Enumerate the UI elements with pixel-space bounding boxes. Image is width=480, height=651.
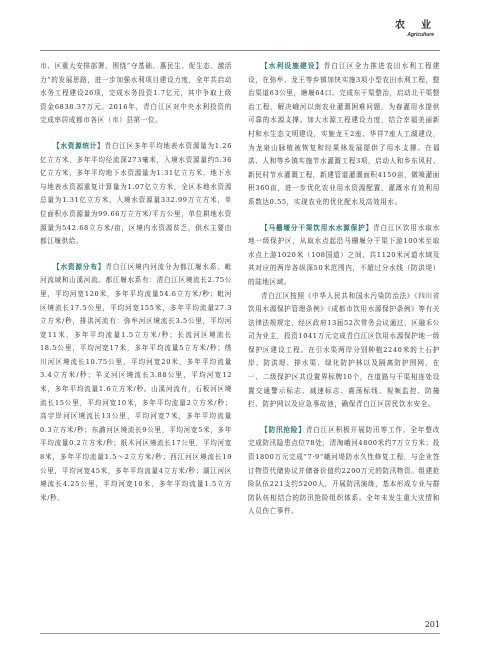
section-water-facilities [248, 60, 440, 210]
section-body: 青白江区饮用水取水地一级保护区，从取水点起沿马栅堰分干渠下游100米至取水点上游1020米（108国道）之间，共1120米河道水域及其对应的两岸各纵深50米范围内，不超过分水线（防洪堤）的陆地区域。 [248, 223, 440, 286]
paragraph-protection-project: 青白江区按照《中华人民共和国水污染防治法》《四川省饮用水源保护管理条例》《成都市饮用水源保护条例》等有关法律法规规定，经区政府13届52次常务会议通过，区融禾公司为业主，投资1041万元完成青白江区饮用水源保护地一级保护区建设工程。在引水渠两岸分别种植2240米的土石护岸、防洪堤、排水渠、绿化防护林以及隔离防护围网，在一、二级保护区共设置界标牌10个，在道路与干渠相连处设置交通警示标志、减速标志、震荡标线、视频监控、防撞栏、防护网以及应急事故池，确保青白江区居民饮水安全。 [248, 291, 440, 409]
section-title: 【水资源统计】 [53, 141, 105, 150]
section-title: 【防汛抢险】 [261, 425, 306, 434]
footer-rule [40, 633, 440, 634]
header-subtitle: Agriculture [407, 32, 434, 38]
section-body: 青白江区境内河流分为都江堰水系、毗河流域和山溪河流。都江堰水系有：清白江区境流长2.75公里，平均河宽120米，多年平均流量54.6立方米/秒；毗河区境流长17.5公里，平均河宽155米，多年平均流量27.3立方米/秒，排洪河流有：弥牟河区境流长3.5公里，平均河宽11米，多年平均流量1.5立方米/秒；长流河区境流长18.5公里，平均河宽17米，多年平均流量5立方米/秒；绣川河区境流长10.75公里，平均河宽20米，多年平均流量3.4立方米/秒；羊叉河区境流长3.88公里，平均河宽12米，多年平均流量1.6立方米/秒。山溪河流有，石板河区境流长15公里，平均河宽10米，多年平均流量2立方米/秒；高宇岸河区境流长13公里，平均河宽7米，多年平均流量0.3立方米/秒；东潞河区境流长9公里，平均河宽5米，多年平均流量0.2立方米/秒；纸木河区境流长17公里，平均河宽8米，多年平均流量1.5～2立方米/秒；西江河区境流长19公里，平均河宽45米，多年平均流量4立方米/秒；湖江河区境流长4.25公里，平均河宽10米，多年平均流量1.5立方米/秒。 [40, 262, 233, 502]
paragraph-gap [40, 128, 232, 140]
header-title: 农 业 [395, 20, 434, 31]
paragraph-gap [248, 210, 440, 222]
left-column [40, 60, 232, 505]
header-rule [40, 50, 440, 51]
section-body: 青白江区积极开展防汛等工作。全年整改完成防汛隐患点位78处，清淘峨河4800米约7万立方米；投资1800万元完成“7·9”峨河堤防水久性修复工程，与企业签订物资代储协议并储备价值约2200万元的防汛物资。组建抢险队伍221支约5200人，开展防汛演练，基本形成专业与群防队伍相结合的防汛抢险组织体系。全年未发生重大灾情和人员伤亡事件。 [248, 425, 440, 516]
running-header [395, 20, 434, 39]
section-title: 【水资源分布】 [53, 262, 106, 271]
paragraph-investment: 市、区重大安排部署，围绕“夺基础、惠民生、促生态、激活力”的发展思路，进一步加强水利项目建设力度，全年共启动水务工程建设26项，完成水务投资1.7亿元，其中争取上级资金6838.37万元。2016年，青白江区对中央水利投资的完成率居成都市各区（市）县第一位。 [40, 62, 232, 125]
paragraph-gap [40, 249, 232, 261]
right-column [248, 60, 440, 519]
section-body: 青白江区全力推进农田水利工程建设，在弥牟、龙王等乡镇加快实施3项小型农田水利工程，整治渠道63公里，塘堰64口。完成东干渠整治，启动北干渠整治工程，解决峨河以南农业灌溉困难问题，为春灌用水提供可靠的水源支撑。加大水源工程建设力度，结合幸福美丽新村和水生态文明建设，实施龙王2座、华祥7座人工湖建设，为龙泉山脉植被恢复和经果林发展提供了用水支撑。在福洪、人和等乡镇实施节水灌溉工程3项，启动人和乡东风村、新民村节水灌溉工程，新建管道灌溉面积4150亩，微喷灌面积360亩，进一步优化农业用水资源配置，灌溉水有效利用系数达0.55，实现农业的优化配水及高效用水。 [248, 62, 441, 206]
section-water-statistics [40, 140, 232, 249]
section-body: 青白江区多年平均地表水资源量为1.26亿立方米，多年平均径流深273毫米，入境水资源量约5.36亿立方米，多年平均地下水资源量为1.31亿立方米，地下水与地表水资源重复计算量为1.07亿立方米，全区本地水资源总量为1.31亿立方米，入境水资源量332.99万立方米，单位面积水资源量为99.66万立方米/平方公里，单位耕地水资源量为542.68立方米/亩，区境内水资源贫乏，供水主要由都江堰供给。 [40, 141, 232, 246]
section-flood-control [248, 424, 440, 519]
section-source-protection [248, 222, 440, 290]
paragraph-gap [248, 412, 440, 424]
page-number: 201 [424, 620, 440, 629]
section-title: 【马栅堰分干渠饮用水水源保护】 [261, 223, 374, 232]
section-title: 【水利设施建设】 [261, 62, 324, 70]
section-water-distribution [40, 261, 232, 506]
